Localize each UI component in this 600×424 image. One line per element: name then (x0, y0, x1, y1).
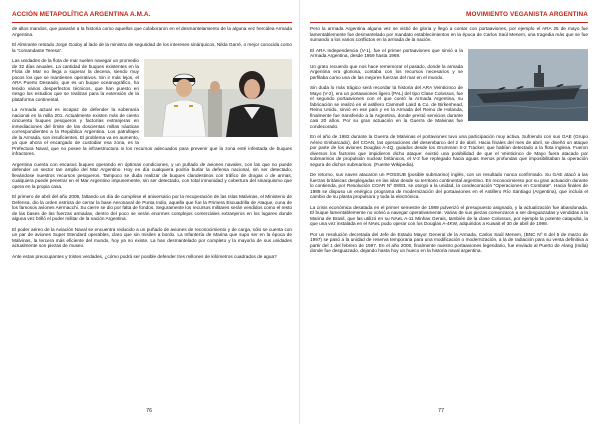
left-paragraph-8: Ante estas preocupantes y tristes verdades, ¿cómo podrá ser posible defender tres millones de kilómetros cuadrados de agua? (12, 253, 277, 259)
right-paragraph-8: Por un resolución decretada del Jefe de Estado Mayor General de la Armada, Carlos Saúl Menem, (BNC Nº 6 del 5 de marzo de 1997) se pasó a la unidad de reserva temporaria para una modificación o modernización, a la de radiación para su venta definitiva a partir del 1 del febrero de 1997. En el año 2000, finalmente nuestro portaaviones legendario, fue enviado al Puerto de Alang (India) donde fue desguazado, dejando hasta hoy un hueco en la historia naval argentina. (310, 231, 588, 253)
left-running-header: ACCIÓN METAPOLÍTICA ARGENTINA A.M.A. (12, 11, 151, 18)
left-paragraph-5: Argentina cuenta con escasos buques operando en óptimas condiciones, y un puñado de aviones navales, con las que no puede defender un sector tan amplio del Mar Argentino. Hoy en día cualquiera podría burlar la defensa nacional, sin ser detectado, llevándose nuestros recursos pesqueros. Tampoco se duda realizar de buques clandestinos con tráfico de drogas o de armas, cualquiera puede penetrar en el Mar Argentino impunemente, sin ser detectado, con total inmunidad y cobertura del sinarquismo que opera en la propia casa. (12, 161, 292, 189)
right-paragraph-5: En el año de 1982 durante la Guerra de Malvinas el portaviones tuvo una participación muy activa. Sufriendo con sus GAE (Grupo Aéreo Embarcado), del COAN, las operaciones del desembarco del 2 de abril. Hacia finales del mes de abril, se diseñó un ataque por parte de los aviones Douglas A-4Q, guiados desde los Grumman S-2 Tracker, que habían detectado a la flota inglesa. Fueron diversos los factores que impidieron dicho ataque: existió una posibilidad de que el Veinticinco de Mayo fuera atacado por submarinos de propulsión nuclear británicos, el V-2 fue replegado hacia aguas menos profundas que imposibilitaban la operación segura de dichos submarinos. (Fuente Wikipedia). (310, 134, 588, 167)
right-paragraph-1: Pero la armada Argentina alguna vez se vistió de gloria y llegó a contar con portaaviones, por ejemplo el ARA 25 de mayo fue lamentablemente fue desmantelado por mandato establecimientos en la época de Carlos Saúl Menem, una tragedia más que se fue sumando a los varios conflictos en la armada de la nación. (310, 26, 588, 42)
left-paragraph-4: La Armada actual es incapaz de defender la soberanía nacional en la milla 201. Actualmente existen más de ciento cincuenta buques pesqueros y factorías extranjeras en inmediaciones del límite de las doscientas millas náuticas correspondientes a la República Argentina. Los patrullajes de la Armada, son insuficientes. El problema va en aumento, ya que ahora el encargado de custodiar esa zona, es la Prefectura Naval, que no posee la infraestructura ni los recursos adecuados para prevenir que la zona esté infestada de buques infractores. (12, 107, 292, 156)
left-paragraph-3: Las unidades de la flota de mar suelen navegar un promedio de 32 días anuales. La cantidad de buques existentes en la Flota de Mar no llega a superar la decena, siendo muy pocos los que se mantienen operativos. Sin ir más lejos, el ARA Puerto Deseado, que es un buque oceanográfico, ha tenido varios desperfectos técnicos, que han puesto en riesgo los estudios que se realizan para la extensión de la plataforma continental. (12, 58, 139, 102)
right-paragraph-3: Un grato recuerdo que nos hace rememorar el pasado, donde la armada Argentina era gloriosa, contaba con los recursos necesarios y se perfilaba como una de las mejores fuerzas del mar en el mundo. (310, 63, 463, 80)
right-paragraph-4: Sin duda lo más trágico será recordar la historia del ARA Veinticinco de Mayo (V-2), era un portaaviones ligero (PAL) del tipo Clase Colossus, fue el segundo portaaviones con el que contó la Armada Argentina, su fabricación se realizó en el astillero Cammell Laird & Co. de Birkenhead, Reino Unido, sirvió en ese país y en la Armada del Reino de Holanda, finalmente fue transferido a la Argentina, donde prestó servicios durante casi 20 años. Por su gran actuación en la Guerra de Malvinas fue condecorado. (310, 85, 463, 129)
left-header-rule (12, 22, 292, 23)
aircraft-carrier-illustration (468, 49, 588, 121)
left-page-number: 76 (146, 408, 153, 414)
right-page-body (310, 26, 588, 259)
left-paragraph-7: El poder aéreo de la Aviación Naval se encuentra reducido a un puñado de aviones de reconocimiento y de carga, sólo se cuenta con un par de aviones Super Etendard operables, claro que sin misiles a bordo. La Infantería de Marina que supo ser en la época de Malvinas, la tercera más eficiente del mundo, hoy ya no existe. La han desmantelado por completo y la mayoría de sus unidades actualmente son piezas de museo. (12, 226, 292, 248)
left-paragraph-6: El primero de abril del año 2009, faltando un día de cumplirse el aniversario por la recuperación de las Islas Malvinas, el Ministerio de Defensa, dio la orden estricta de cerrar la base Aeronaval de Punta Indio, aquella que fue la Primera Escuadrilla de Ataque, cuna de los famosos aviones Aermacchi. Su cierre se dio por falta de fondos. Seguramente los recursos militares serán vendidos como el resto de las bases de las fuerzas armadas, dentro del poco se verán enormes complejos comerciales extranjeros en los lugares donde alguna vez brilló el poder militar de la nación Argentina. (12, 194, 292, 221)
right-page (300, 0, 600, 424)
right-paragraph-2: El ARA Independencia (V-1), fue el primer portaaviones que sirvió a la Armada Argentina, desde 1959 hasta 1969. (310, 47, 463, 58)
left-page-body (12, 26, 292, 264)
left-paragraph-2: El Almirante retirado Jorge Godoy al lado de la ministra de seguridad de los intereses sinárquicos, Nilda Garré, o mejor conocida como la “comandante Teresa”. (12, 42, 292, 53)
right-running-header: MOVIMIENTO VEGANISTA ARGENTINA (466, 11, 588, 18)
left-paragraph-1: de altos mandos, que pasarán a la historia como aquellos que colaboraron en el desmantelamiento de la alguna vez hercúlea Armada Argentina. (12, 26, 292, 37)
aircraft-carrier-photo (468, 49, 588, 121)
right-header-rule (310, 22, 588, 23)
right-paragraph-6: De retorno, sus naves atacaron un POSSUB (posible submarino) inglés, con un resultado nunca confirmado. Su GAE atacó a las fuerzas británicas desplegadas en las islas desde su territorio continental argentino. En reconocimiento por su gran actuación durante lo contienda, por Resolución COAR Nº 08/83, se otorgó a la unidad, la condecoración "Operaciones en Combate". Hacia finales de 1988 se dispuso un enérgico programa de modernización del portaaviones en el Astillero Río Santiago (Argentina), que incluía el cambio de su planta propulsora y toda la electrónica. (310, 172, 588, 199)
officials-photo (144, 59, 292, 137)
right-page-number: 77 (438, 408, 445, 414)
officials-photo-illustration (144, 59, 292, 137)
right-paragraph-7: La crisis económica desatada en el primer semestre de 1989 pulverizó el presupuesto asignado, y la actualización fue abandonada. El buque lamentablemente no volvió a navegar operativamente. Varias de sus piezas comenzaron a ser desguazadas y vendidas a la Marina de Brasil, que las utilizó en su NAeL A-11 Minhas Gerais, también de la clase Colossus, por ejemplo la potente catapulta, la que una vez instalada en el NAeL pudo operar con los Douglas A-4KW, adquiridos a Kuwait el 30 de abril de 1998. (310, 204, 588, 226)
